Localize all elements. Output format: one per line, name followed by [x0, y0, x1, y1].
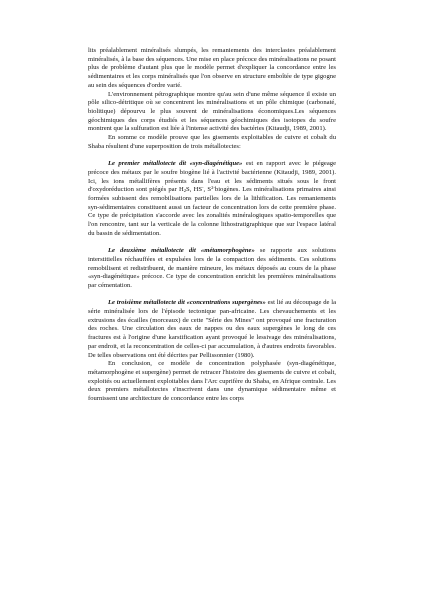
third-metallotect-title: Le troisième métallotecte dit «concentrations supergènes» [108, 299, 266, 307]
paragraph-sequences-continued: lits préalablement minéralisés slumpés, les remaniements des interclastes préalablement minéralisés, à la base des séquences. Une mise en place précoce des minéralisations ne posant plus de problème d'autant plus que le modèle permet d'expliquer la concordance entre les sédimentaires et les corps minéralisés que l'on observe en structure emboîtée de type gigogne au sein des séquences d'ordre varié. [88, 47, 336, 89]
third-metallotect-text: est lié au découpage de la série minéralisée lors de l'épisode tectonique pan-africaine. Les chevauchements et les extrusions des écailles (morceaux) de cette "Série des Mines" ont provoqué une fracturation des roches. Une circulation des eaux de nappes ou des eaux supergènes le long de ces fractures est à l'origine d'une karstification ayant provoqué le lessivage des minéralisations, par endroit, et la reconcentration de celles-ci par accumulation, à d'autres endroits favorables. De telles observations ont été décrites par Pellissonnier (1980). [88, 299, 337, 359]
paragraph-first-metallotect [88, 160, 336, 238]
paragraph-third-metallotect [88, 299, 336, 360]
s2-superscript: 2- [211, 185, 215, 191]
second-metallotect-title: Le deuxième métallotecte dit «métamorphogène» [108, 247, 255, 255]
second-metallotect-text: se rapporte aux solutions interstitielles réchauffées et expulsées lors de la compaction des sédiments. Ces solutions remobilisent et redistribuent, de manière mineure, les métaux déposés au cours de la phase «syn-diagénétique» précoce. Ce type de concentration enrichit les premières minéralisations par cémentation. [88, 247, 336, 289]
paragraph-petrographic-environment: L'environnement pétrographique montre qu'au sein d'une même séquence il existe un pôle silico-détritique où se concentrent les minéralisations et un pôle chimique (carbonaté, biolitique) dépourvu le plus souvent de minéralisations économiques.Les séquences géochimiques des corps étudiés et les séquences géochimiques des isotopes du soufre montrent que la sulfuration est liée à l'intense activité des bactéries (Kitaudji, 1989, 2001). [88, 90, 336, 133]
document-body [88, 47, 336, 404]
first-metallotect-text-b: S, HS [186, 186, 203, 194]
paragraph-model-summary: En somme ce modèle prouve que les gisements exploitables de cuivre et cobalt du Shaba résultent d'une superposition de trois métallotectes: [88, 134, 336, 150]
first-metallotect-text-a: est en rapport avec le piégeage précoce des métaux par le soufre biogène lié à l'activité bactérienne (Kitaudji, 1989, 2001). Ici, les ions métallifères présents dans l'eau et les sédiments situés sous le front d'oxydoréduction sont piégés par H [88, 160, 336, 194]
first-metallotect-text-d: biogènes. Les minéralisations primaires ainsi formées subissent des remobilisations partielles lors de la lithification. Les remaniements syn-sédimentaires constituent aussi un facteur de concentration lors de cette première phase. Ce type de précipitation s'accorde avec les zonalités minéralogiques spatio-temporelles que l'on rencontre, tant sur la verticale de la colonne lithostratigraphique que sur l'espace latéral du bassin de sédimentation. [88, 186, 337, 237]
hs-superscript: - [202, 185, 204, 191]
first-metallotect-text-c: , S [203, 186, 212, 194]
paragraph-conclusion: En conclusion, ce modèle de concentration polyphasée (syn-diagénétique, métamorphogène et supergène) permet de retracer l'histoire des gisements de cuivre et cobalt, exploités ou actuellement exploitables dans l'Arc cuprifère du Shaba, en Afrique centrale. Les deux premiers métallotectes s'inscrivent dans une dynamique sédimentaire même et fournissent une architecture de concordance entre les corps [88, 360, 336, 403]
paragraph-second-metallotect [88, 247, 336, 291]
first-metallotect-title: Le premier métallotecte dit «syn-diagénétique» [108, 160, 243, 168]
h2s-subscript: 2 [183, 188, 187, 194]
